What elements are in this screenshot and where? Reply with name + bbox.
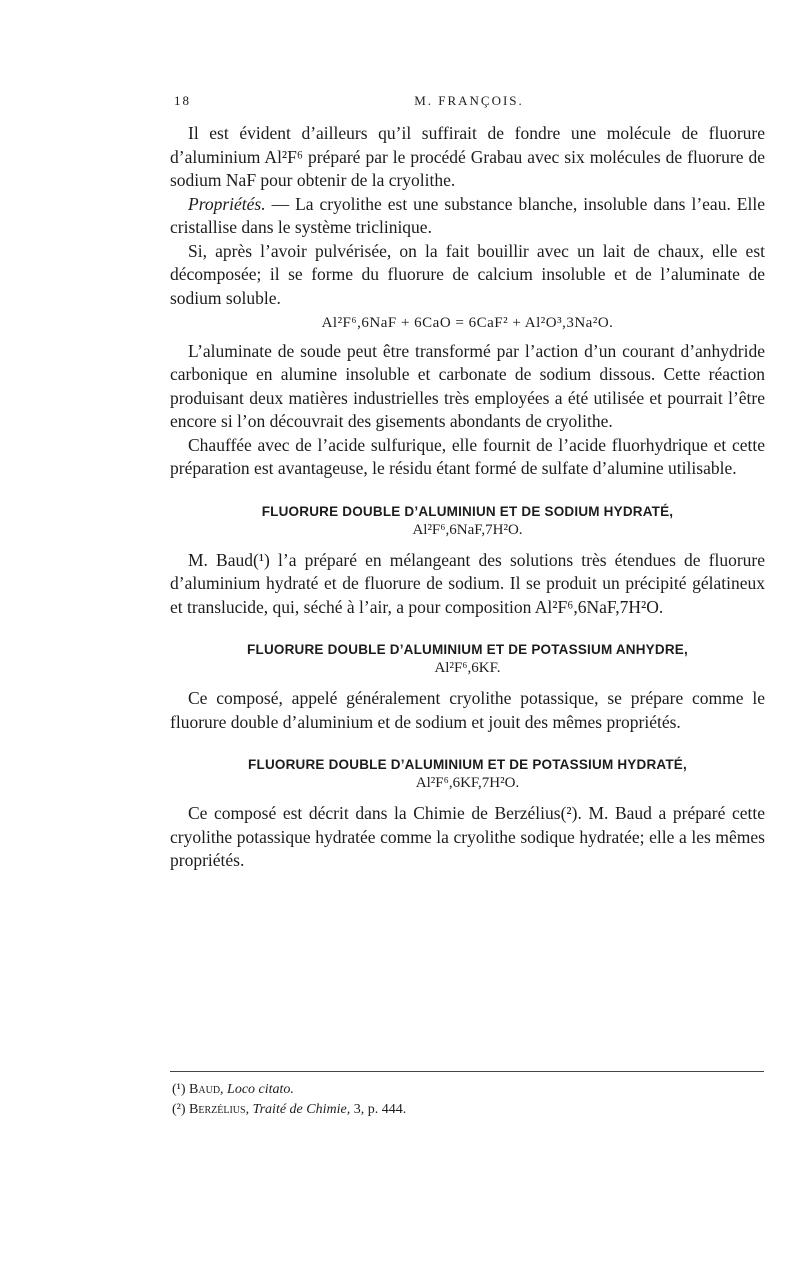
section-title-sodium-hydrate: FLUORURE DOUBLE D’ALUMINIUN ET DE SODIUM HYDRATÉ, [261,503,674,519]
paragraph-4: L’aluminate de soude peut être transformé par l’action d’un courant d’anhydride carbonique en alumine insoluble et carbonate de sodium dissous. Cette réaction produisant deux matières industrielles très employées a été utilisée et pourrait l’être encore si l’on découvrait des gisements abondants de cryolithe. [170,340,765,431]
footnote-2 [172,1100,762,1120]
paragraph-1: Il est évident d’ailleurs qu’il suffirait de fondre une molécule de fluorure d’aluminium Al²F⁶ préparé par le procédé Grabau avec six molécules de fluorure de sodium NaF pour obtenir de la cryolithe. [170,123,765,190]
section-formula-potassium-hydrate: Al²F⁶,6KF,7H²O. [415,775,520,791]
section-formula-sodium-hydrate: Al²F⁶,6NaF,7H²O. [412,521,523,538]
footnote-1 [172,1080,762,1100]
footnote-2-author: Berzélius, [189,1102,250,1117]
footnote-1-ref: Loco citato. [227,1082,294,1097]
footnote-2-ref: Traité de Chimie, [252,1102,351,1117]
proprietes-label: Propriétés. [188,193,266,214]
footnote-1-author: Baud, [189,1082,224,1097]
body-text [170,122,765,873]
footnote-2-mark: (²) [172,1102,186,1117]
footnotes [172,1080,762,1120]
paragraph-2 [170,193,765,240]
paragraph-5: Chauffée avec de l’acide sulfurique, elle fournit de l’acide fluorhydrique et cette préparation est avantageuse, le résidu étant formé de sulfate d’alumine utilisable. [170,434,765,478]
section-title-potassium-hydrate: FLUORURE DOUBLE D’ALUMINIUM ET DE POTASSIUM HYDRATÉ, [248,757,687,772]
paragraph-3: Si, après l’avoir pulvérisée, on la fait bouillir avec un lait de chaux, elle est décomposée; il se forme du fluorure de calcium insoluble et de l’aluminate de sodium soluble. [170,240,765,308]
running-head: M. FRANÇOIS. [414,93,524,108]
footnote-2-rest: 3, p. 444. [350,1102,407,1117]
paragraph-2-text: — La cryolithe est une substance blanche, insoluble dans l’eau. Elle cristallise dans le système triclinique. [170,193,765,237]
section-title-potassium-anhydre: FLUORURE DOUBLE D’ALUMINIUM ET DE POTASSIUM ANHYDRE, [247,642,688,657]
page-header [174,93,764,113]
section-text-potassium-anhydre: Ce composé, appelé généralement cryolithe potassique, se prépare comme le fluorure double d’aluminium et de sodium et jouit des mêmes propriétés. [170,688,765,732]
section-formula-potassium-anhydre: Al²F⁶,6KF. [434,660,501,676]
footnote-1-mark: (¹) [172,1082,186,1097]
reaction-equation: Al²F⁶,6NaF + 6CaO = 6CaF² + Al²O³,3Na²O. [321,315,614,331]
page-number: 18 [174,93,191,108]
section-text-potassium-hydrate: Ce composé est décrit dans la Chimie de Berzélius(²). M. Baud a préparé cette cryolithe potassique hydratée comme la cryolithe sodique hydratée; elle a les mêmes propriétés. [170,803,765,870]
section-text-sodium-hydrate: M. Baud(¹) l’a préparé en mélangeant des solutions très étendues de fluorure d’aluminium hydraté et de fluorure de sodium. Il se produit un précipité gélatineux et translucide, qui, séché à l’air, a pour composition Al²F⁶,6NaF,7H²O. [170,549,765,617]
footnote-rule [170,1071,764,1072]
